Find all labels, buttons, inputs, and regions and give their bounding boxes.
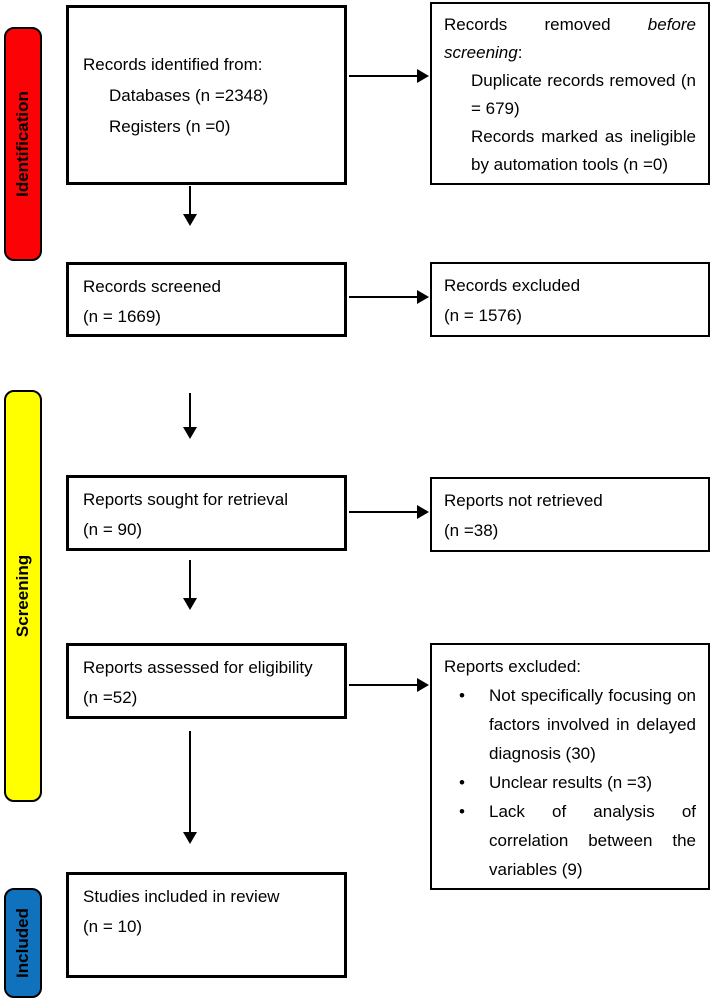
arrow-stem	[349, 296, 418, 298]
arrow-identified-to-removed	[349, 69, 429, 83]
stage-bar-screening	[4, 390, 42, 802]
arrow-stem	[189, 731, 191, 832]
arrow-stem	[349, 511, 418, 513]
reports-excluded-title: Reports excluded:	[444, 657, 582, 676]
box-studies-included	[66, 872, 347, 978]
records-removed-automation: Records marked as ineligible by automation tools (n =0)	[471, 127, 696, 174]
arrow-down-head-icon	[183, 427, 197, 439]
arrow-right-head-icon	[417, 69, 429, 83]
reports-excluded-reason-2: • Unclear results (n =3)	[489, 768, 696, 797]
reports-not-retrieved-label: Reports not retrieved	[444, 491, 603, 510]
stage-label-included: Included	[13, 908, 32, 978]
arrow-down-head-icon	[183, 832, 197, 844]
stage-label-identification: Identification	[13, 91, 32, 197]
arrow-assessed-to-reports-excluded	[349, 678, 429, 692]
arrow-down-head-icon	[183, 214, 197, 226]
reports-excluded-reason-3: • Lack of analysis of correlation between the variables (9)	[489, 797, 696, 884]
stage-label-screening: Screening	[13, 554, 32, 638]
arrow-right-head-icon	[417, 678, 429, 692]
records-removed-title-italic: before screening	[444, 15, 696, 62]
arrow-screened-to-sought	[183, 393, 197, 439]
records-removed-duplicates: Duplicate records removed (n = 679)	[471, 71, 696, 118]
reports-assessed-count: (n =52)	[83, 688, 138, 707]
reports-sought-count: (n = 90)	[83, 520, 143, 539]
records-excluded-label: Records excluded	[444, 276, 581, 295]
records-identified-registers: Registers (n =0)	[109, 116, 231, 136]
box-records-screened	[66, 262, 347, 337]
records-removed-title-prefix: Records removed	[444, 15, 648, 34]
arrow-stem	[349, 684, 418, 686]
box-reports-assessed	[66, 643, 347, 719]
arrow-screened-to-excluded	[349, 290, 429, 304]
arrow-down-head-icon	[183, 598, 197, 610]
studies-included-label: Studies included in review	[83, 887, 280, 906]
arrow-right-head-icon	[417, 505, 429, 519]
box-reports-excluded-reasons	[430, 643, 710, 890]
box-records-excluded	[430, 262, 710, 337]
arrow-assessed-to-included	[183, 731, 197, 844]
arrow-sought-to-assessed	[183, 560, 197, 610]
records-screened-label: Records screened	[83, 277, 221, 296]
reports-not-retrieved-count: (n =38)	[444, 521, 499, 540]
records-removed-title	[444, 11, 696, 67]
arrow-stem	[349, 75, 418, 77]
reports-excluded-reason-1: • Not specifically focusing on factors involved in delayed diagnosis (30)	[489, 681, 696, 768]
box-records-removed	[430, 2, 710, 185]
stage-bar-identification	[4, 27, 42, 261]
stage-bar-included	[4, 888, 42, 998]
records-identified-title: Records identified from:	[83, 54, 263, 74]
box-reports-sought	[66, 475, 347, 551]
reports-assessed-label: Reports assessed for eligibility	[83, 658, 313, 677]
records-excluded-count: (n = 1576)	[444, 306, 522, 325]
records-screened-count: (n = 1669)	[83, 307, 161, 326]
arrow-identified-to-screened	[183, 186, 197, 226]
arrow-right-head-icon	[417, 290, 429, 304]
studies-included-count: (n = 10)	[83, 917, 143, 936]
arrow-sought-to-not-retrieved	[349, 505, 429, 519]
reports-sought-label: Reports sought for retrieval	[83, 490, 289, 509]
records-identified-databases: Databases (n =2348)	[109, 85, 269, 105]
arrow-stem	[189, 186, 191, 214]
arrow-stem	[189, 560, 191, 598]
box-reports-not-retrieved	[430, 477, 710, 552]
arrow-stem	[189, 393, 191, 427]
box-records-identified	[66, 5, 347, 185]
records-removed-title-suffix: :	[517, 43, 523, 62]
